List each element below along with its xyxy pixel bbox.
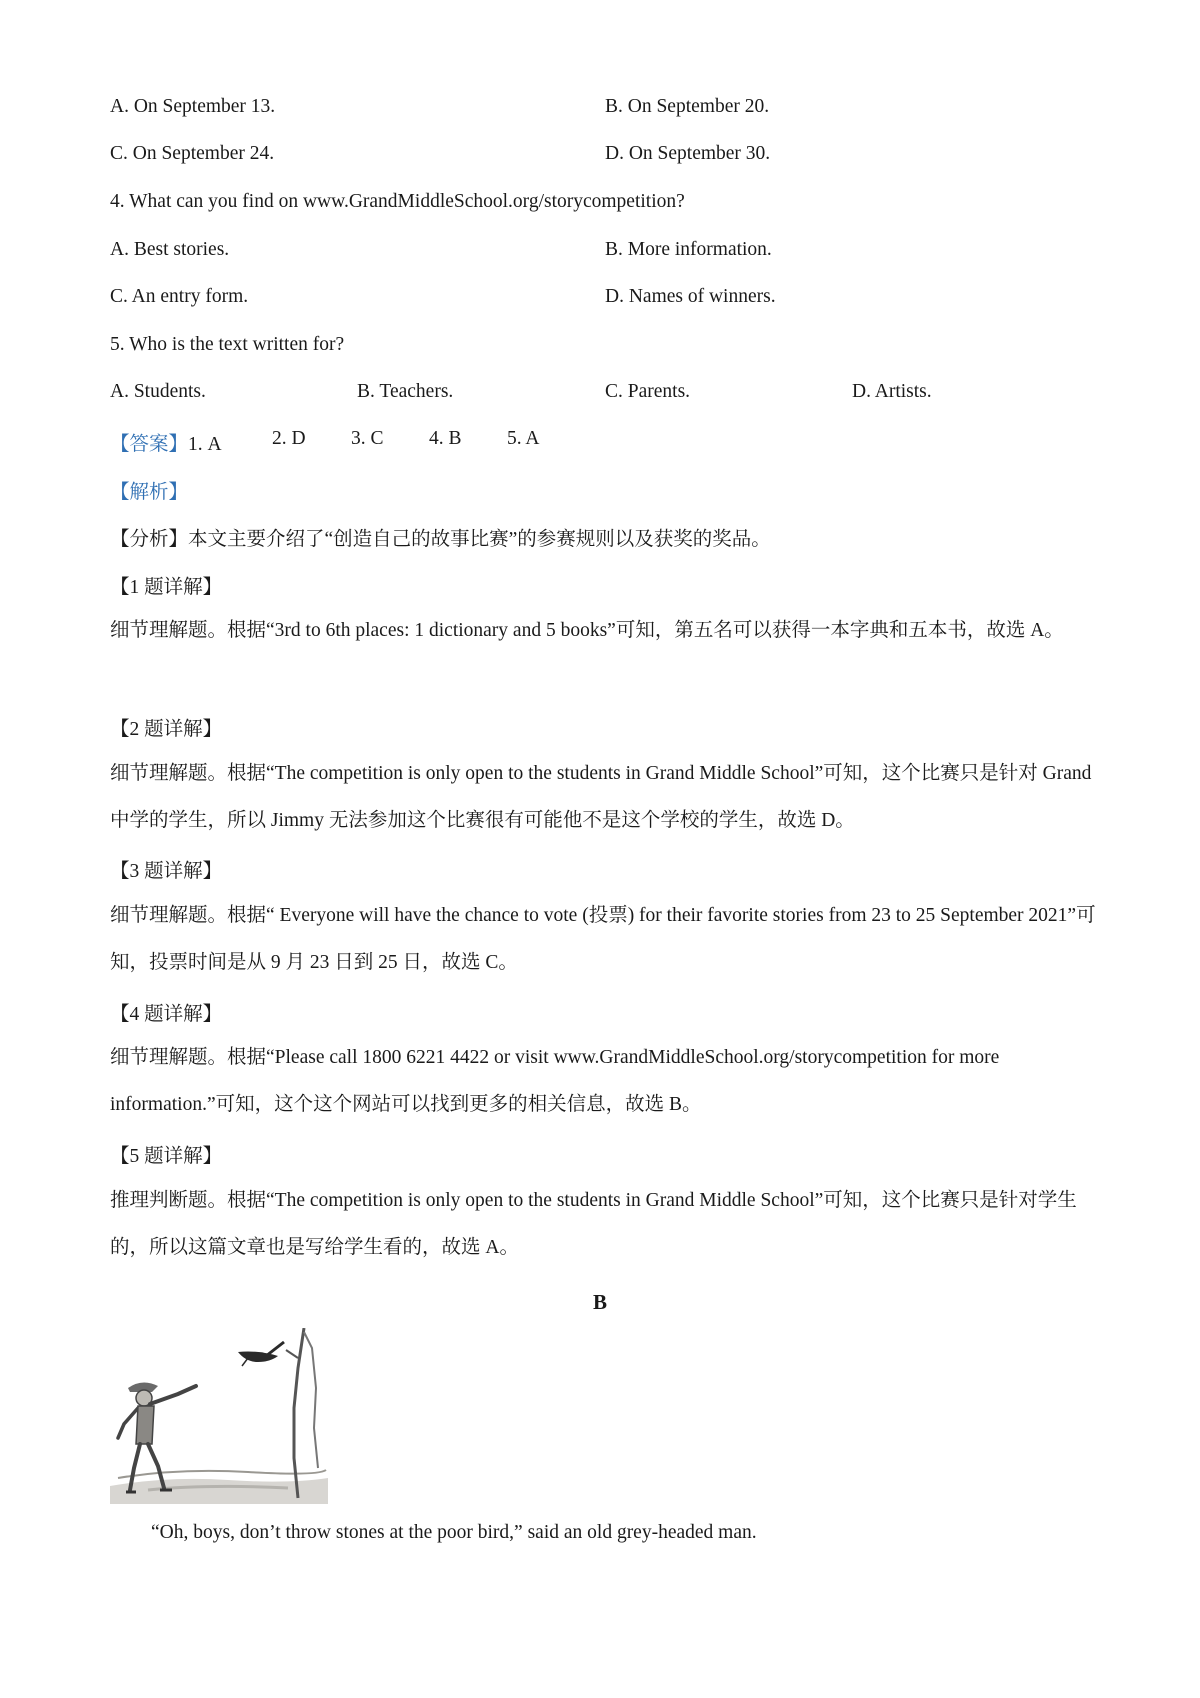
q5-option-a: A. Students. [110, 381, 206, 402]
q3-option-c: C. On September 24. [110, 143, 275, 164]
detail-2-text: 细节理解题。根据“The competition is only open to the students in Grand Middle School”可知，这个比赛只是针对 Grand 中学的学生，所以 Jimmy 无法参加这个比赛很有可能他不是这个学校的学生，故选 D。 [110, 763, 1092, 831]
q4-option-a: A. Best stories. [110, 239, 230, 260]
q4-option-d: D. Names of winners. [605, 286, 776, 307]
detail-2-heading: 【2 题详解】 [110, 719, 223, 740]
section-b-first-line: “Oh, boys, don’t throw stones at the poor bird,” said an old grey-headed man. [151, 1522, 757, 1543]
q3-option-d: D. On September 30. [605, 143, 771, 164]
detail-4-heading: 【4 题详解】 [110, 1004, 223, 1025]
answer-item-3: 3. C [351, 428, 384, 449]
detail-5-text: 推理判断题。根据“The competition is only open to the students in Grand Middle School”可知，这个比赛只是针对学生的，所以这篇文章也是写给学生看的，故选 A。 [110, 1190, 1077, 1258]
detail-1-text: 细节理解题。根据“3rd to 6th places: 1 dictionary and 5 books”可知，第五名可以获得一本字典和五本书，故选 A。 [110, 620, 1064, 641]
q4-question: 4. What can you find on www.GrandMiddleSchool.org/storycompetition? [110, 191, 685, 212]
detail-5-heading: 【5 题详解】 [110, 1146, 223, 1167]
detail-1-heading: 【1 题详解】 [110, 577, 223, 598]
q4-option-c: C. An entry form. [110, 286, 249, 307]
answer-item-1: 1. A [188, 434, 222, 455]
detail-3-text: 细节理解题。根据“ Everyone will have the chance to vote (投票) for their favorite stories from 23 to 25 September 2021”可知，投票时间是从 9 月 23 日到 25 日，故选 C。 [110, 905, 1096, 973]
q3-option-b: B. On September 20. [605, 96, 770, 117]
answer-item-5: 5. A [507, 428, 540, 449]
answer-item-4: 4. B [429, 428, 462, 449]
analysis-label: 【解析】 [110, 482, 189, 503]
answer-line [110, 428, 222, 456]
answer-item-2: 2. D [272, 428, 306, 449]
q5-question: 5. Who is the text written for? [110, 334, 345, 355]
q5-option-c: C. Parents. [605, 381, 691, 402]
answer-label: 【答案】 [110, 434, 189, 455]
detail-4-text: 细节理解题。根据“Please call 1800 6221 4422 or visit www.GrandMiddleSchool.org/storycompetition for more information.”可知，这个这个网站可以找到更多的相关信息，故选 B。 [110, 1047, 1000, 1115]
boy-and-bird-illustration [108, 1328, 330, 1508]
detail-3-heading: 【3 题详解】 [110, 861, 223, 882]
q4-option-b: B. More information. [605, 239, 772, 260]
q5-option-b: B. Teachers. [357, 381, 454, 402]
q5-option-d: D. Artists. [852, 381, 932, 402]
q3-option-a: A. On September 13. [110, 96, 276, 117]
section-b-title: B [593, 1290, 608, 1314]
analysis-summary: 【分析】本文主要介绍了“创造自己的故事比赛”的参赛规则以及获奖的奖品。 [110, 529, 771, 550]
